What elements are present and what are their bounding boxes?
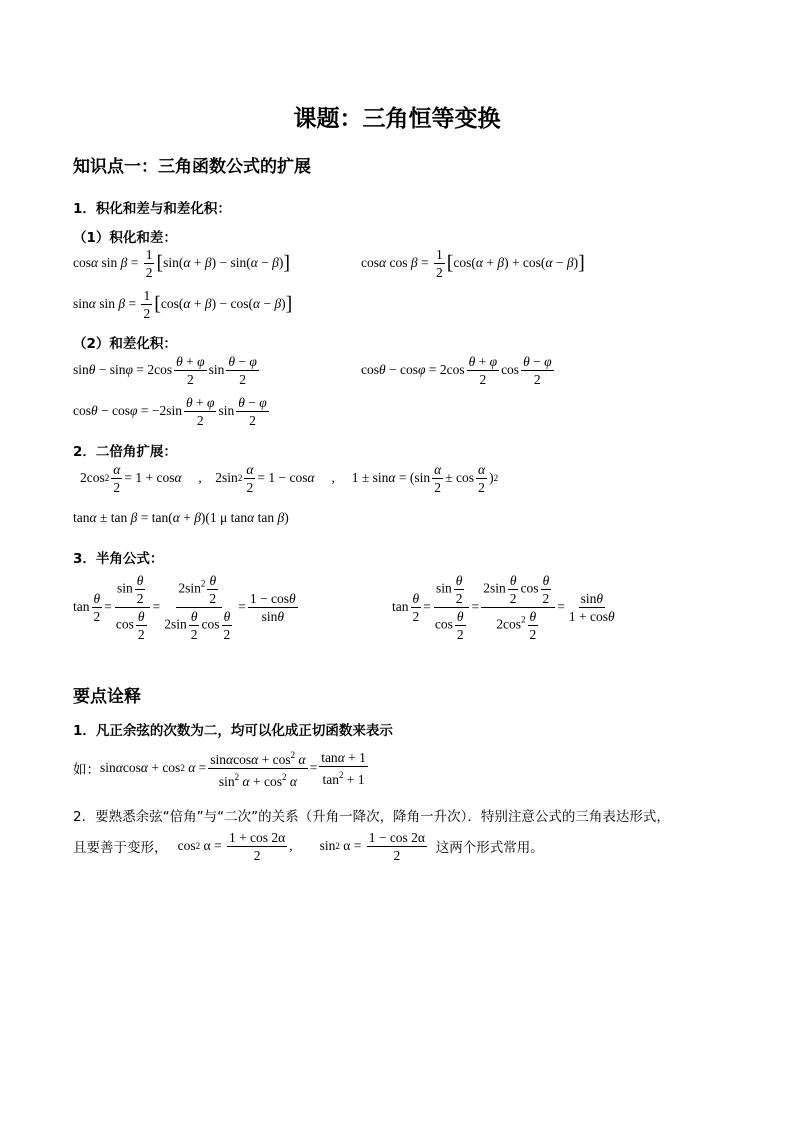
section-heading-knowledge: 知识点一：三角函数公式的扩展 — [73, 157, 311, 177]
note-2-text: 2．要熟悉余弦“倍角”与“二次”的关系（升角一降次，降角一升次）．特别注意公式的三角表达形式， — [73, 809, 670, 825]
formula-double-angle: 2cos 2 $\frac{\alpha}{2}$ = 1 + cos α , 2sin 2 $\frac{\alpha}{2}$ = 1 − cos α , 1 ± sin α = (sin $\frac{\alpha}{2}$ ± cos $\frac{\alpha}{2}$ ) 2 — [80, 461, 499, 495]
formula-cos-sin: cos α sin β = $\frac{1}{2}$ [ sin( α + β ) − sin( α − β ) ] — [73, 246, 291, 280]
formula-half-angle-1: tan $\frac{\theta}{2}$ = sin $\frac{\theta}{2}$ cos $\frac{\theta}{2}$ = $2\sin^2$ $\frac{\theta}{2}$ 2sin $\frac{\theta}{2}$ cos $\frac{\theta}{2}$ = $\frac{1 - \cos\theta}{\sin\theta}$ — [73, 572, 296, 642]
item-heading-double-angle: 2．二倍角扩展： — [73, 444, 177, 460]
formula-cos-cos: cos α cos β = $\frac{1}{2}$ [ cos( α + β ) + cos( α − β ) ] — [361, 246, 585, 280]
example-formula: 如： sin α cos α + cos 2 α = $\frac{\sin\alpha\cos\alpha + \cos^2 \alpha}{\sin^2 \alpha + \cos^2 \alpha}$ = $\frac{\tan\alpha + 1}{\tan^2 + 1}$ — [73, 748, 370, 788]
section-heading-notes: 要点诠释 — [73, 687, 141, 707]
sub-heading-sum-to-product: （2）和差化积： — [73, 336, 177, 352]
sub-heading-product-to-sum: （1）积化和差： — [73, 230, 177, 246]
formula-cos-minus-cos-1: cos θ − cos φ = 2cos $\frac{\theta + \varphi}{2}$ cos $\frac{\theta - \varphi}{2}$ — [361, 353, 552, 387]
formula-tan-sum: tan α ± tan β = tan( α + β )(1 μ tan α tan β ) — [73, 510, 289, 525]
item-heading-half-angle: 3．半角公式： — [73, 551, 164, 567]
item-heading-product-sum: 1．积化和差与和差化积： — [73, 201, 231, 217]
note-2-line-1 — [73, 805, 670, 825]
example-prefix: 如： — [73, 762, 100, 778]
note-1: 1．凡正余弦的次数为二，均可以化成正切函数来表示 — [73, 723, 393, 739]
note-2-suffix: 这两个形式常用。 — [435, 840, 544, 856]
formula-half-angle-2: tan $\frac{\theta}{2}$ = sin $\frac{\theta}{2}$ cos $\frac{\theta}{2}$ = 2sin $\frac{\theta}{2}$ cos $\frac{\theta}{2}$ $2\cos^2$ $\frac{\theta}{2}$ = $\frac{\sin\theta}{1 + \cos\theta}$ — [392, 572, 615, 642]
formula-sin-minus-sin: sin θ − sin φ = 2cos $\frac{\theta + \varphi}{2}$ sin $\frac{\theta - \varphi}{2}$ — [73, 353, 257, 387]
note-2-line-2: 且要善于变形， cos 2 α = $\frac{1 + \cos 2\alpha}{2}$ , sin 2 α = $\frac{1 - \cos 2\alpha}{2}$ 这两个形式常用。 — [73, 829, 544, 863]
formula-sin-sin: sin α sin β = $\frac{1}{2}$ [ cos( α + β ) − cos( α − β ) ] — [73, 287, 293, 321]
page-title: 课题：三角恒等变换 — [293, 106, 501, 132]
note-2-prefix: 且要善于变形， — [73, 840, 168, 856]
formula-cos-minus-cos-2: cos θ − cos φ = −2sin $\frac{\theta + \varphi}{2}$ sin $\frac{\theta - \varphi}{2}$ — [73, 394, 267, 428]
